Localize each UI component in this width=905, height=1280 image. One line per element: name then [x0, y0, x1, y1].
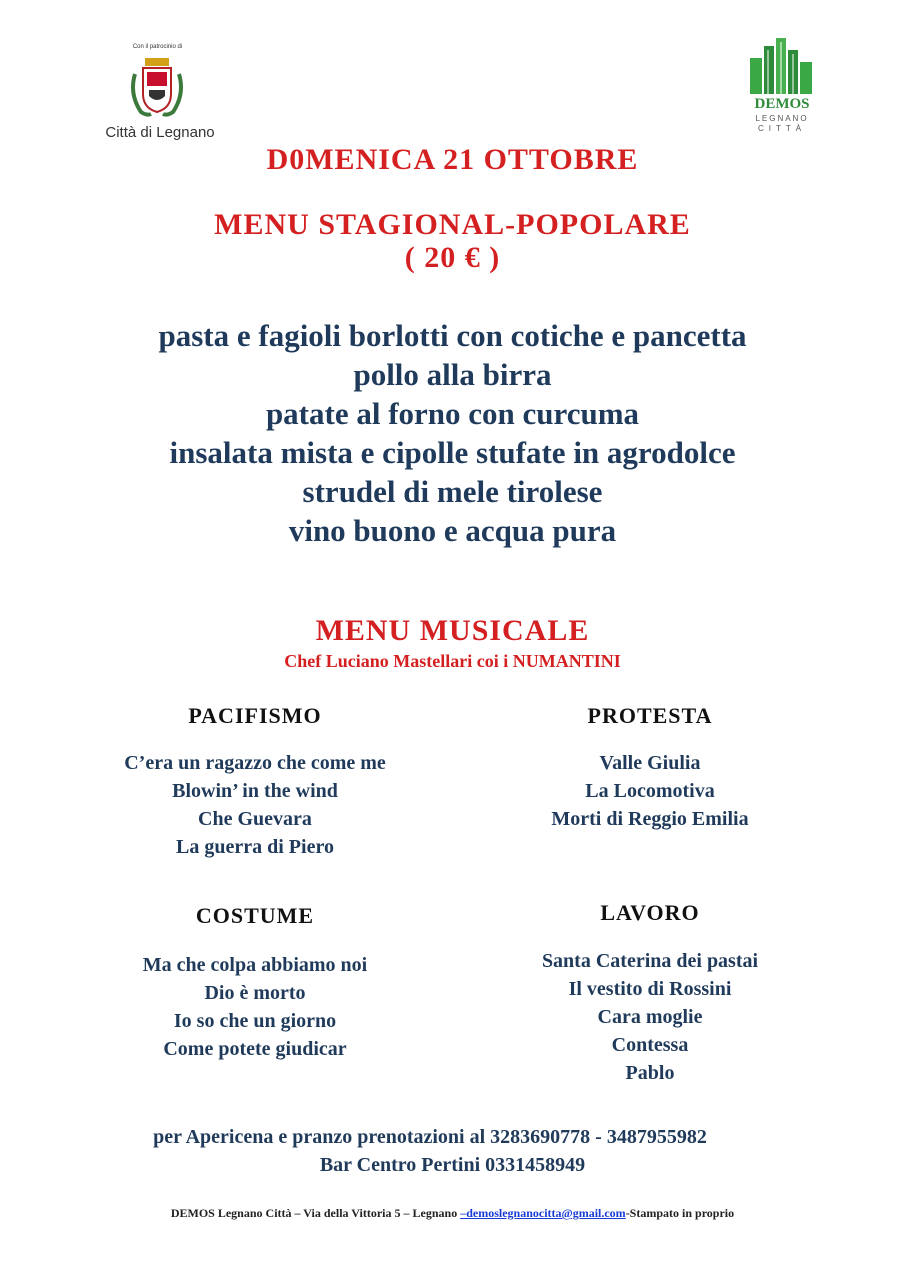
category-title-protesta: PROTESTA [587, 703, 713, 728]
song-item: Come potete giudicar [163, 1038, 347, 1060]
song-item: Ma che colpa abbiamo noi [142, 954, 368, 976]
song-item: Cara moglie [597, 1006, 703, 1028]
footer-address: DEMOS Legnano Città – Via della Vittoria 5 – Legnano [170, 1206, 461, 1220]
menu-price: ( 20 € ) [404, 241, 501, 274]
menu-title: MENU STAGIONAL-POPOLARE [214, 208, 691, 241]
song-list-lavoro [450, 947, 850, 1087]
footer-printed-note: -Stampato in proprio [625, 1206, 735, 1220]
song-item: Che Guevara [198, 808, 312, 830]
menu-item: pollo alla birra [353, 357, 552, 392]
song-list-costume [55, 951, 455, 1063]
song-list-pacifismo [55, 749, 455, 861]
demos-subtitle-citta: CITTÀ [757, 124, 807, 133]
song-item: Il vestito di Rossini [568, 978, 732, 1000]
menu-item: patate al forno con curcuma [265, 396, 640, 431]
menu-item: insalata mista e cipolle stufate in agrodolce [169, 435, 736, 470]
category-title-lavoro: LAVORO [600, 900, 700, 925]
category-title-costume: COSTUME [195, 903, 315, 928]
song-item: Santa Caterina dei pastai [541, 950, 759, 972]
patronage-label: Con il patrocinio di [132, 44, 183, 50]
song-list-protesta [450, 749, 850, 833]
demos-name: DEMOS [754, 96, 810, 112]
song-item: Contessa [611, 1034, 689, 1056]
demos-logo [742, 36, 822, 136]
song-item: Pablo [625, 1062, 675, 1084]
event-date-title: D0MENICA 21 OTTOBRE [266, 143, 639, 176]
song-item: La Locomotiva [585, 780, 715, 802]
menu-item: pasta e fagioli borlotti con cotiche e pancetta [158, 318, 747, 353]
song-item: Dio è morto [204, 982, 306, 1004]
legnano-city-name: Città di Legnano [105, 124, 215, 141]
song-item: Io so che un giorno [173, 1010, 337, 1032]
song-item: Blowin’ in the wind [172, 780, 338, 802]
song-item: Valle Giulia [599, 752, 701, 774]
bar-contact-line: Bar Centro Pertini 0331458949 [319, 1154, 586, 1176]
song-item: La guerra di Piero [176, 836, 334, 858]
footer [0, 1206, 905, 1221]
song-item: Morti di Reggio Emilia [551, 808, 749, 830]
menu-item: strudel di mele tirolese [302, 474, 603, 509]
food-menu-list [0, 316, 905, 550]
demos-subtitle-legnano: LEGNANO [755, 114, 809, 123]
booking-phone-line: per Apericena e pranzo prenotazioni al 3283690778 - 3487955982 [153, 1126, 707, 1148]
footer-email-link[interactable]: –demoslegnanocitta@gmail.com [460, 1206, 626, 1220]
chef-line: Chef Luciano Mastellari coi i NUMANTINI [284, 651, 621, 671]
citta-di-legnano-logo [105, 44, 215, 144]
category-title-pacifismo: PACIFISMO [188, 703, 322, 728]
legnano-crest-icon [127, 54, 187, 120]
song-item: C’era un ragazzo che come me [124, 752, 386, 774]
menu-item: vino buono e acqua pura [288, 513, 617, 548]
demos-buildings-icon [748, 36, 814, 94]
music-menu-title: MENU MUSICALE [315, 614, 590, 647]
